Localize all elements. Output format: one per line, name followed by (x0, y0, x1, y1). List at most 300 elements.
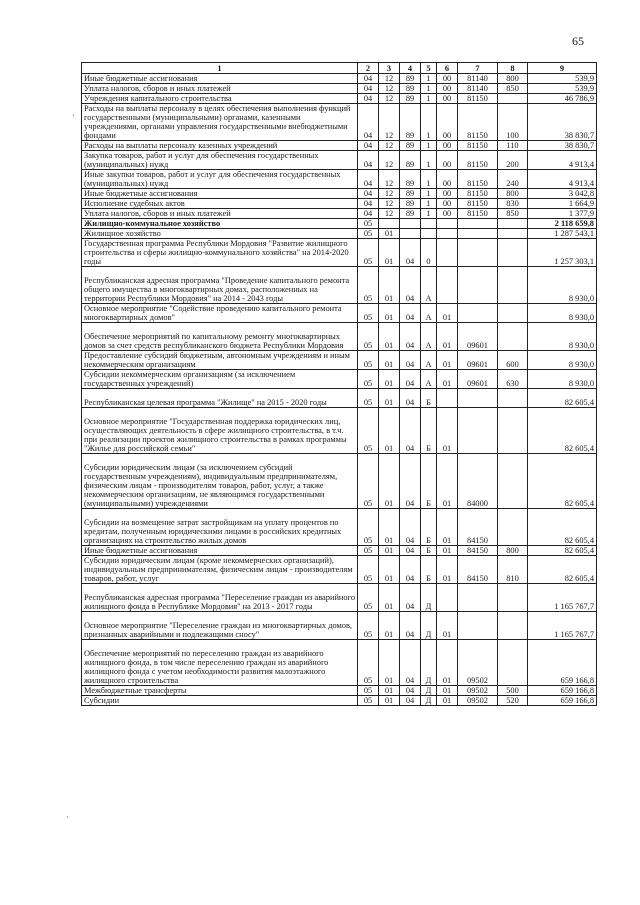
code-cell: 89 (400, 74, 421, 84)
code-cell (458, 408, 498, 454)
code-cell: 01 (379, 556, 400, 584)
code-cell: 05 (358, 408, 379, 454)
code-cell: Д (421, 612, 437, 640)
code-cell: 01 (379, 408, 400, 454)
code-cell: 01 (437, 351, 458, 370)
code-cell (498, 389, 528, 408)
code-cell: 05 (358, 351, 379, 370)
column-header: 9 (528, 63, 597, 74)
column-header: 1 (82, 63, 358, 74)
code-cell: 1 (421, 94, 437, 104)
code-cell: 12 (379, 209, 400, 219)
code-cell (458, 389, 498, 408)
table-row (82, 170, 597, 189)
code-cell: 12 (379, 170, 400, 189)
page-number: 65 (572, 34, 584, 48)
code-cell: 04 (400, 454, 421, 509)
code-cell (421, 219, 437, 229)
code-cell: А (421, 351, 437, 370)
code-cell: 01 (379, 229, 400, 239)
code-cell: 05 (358, 612, 379, 640)
code-cell: Д (421, 696, 437, 706)
code-cell (458, 267, 498, 304)
code-cell: 05 (358, 509, 379, 546)
amount-cell: 8 930,0 (528, 267, 597, 304)
code-cell: 89 (400, 151, 421, 170)
row-name: Исполнение судебных актов (82, 199, 358, 209)
code-cell: 850 (498, 209, 528, 219)
column-header: 7 (458, 63, 498, 74)
code-cell: 0 (421, 239, 437, 267)
row-name: Обеспечение мероприятий по капитальному ремонту многоквартирных домов за счет средств республиканского бюджета Республики Мордовия (82, 323, 358, 351)
code-cell: А (421, 370, 437, 389)
code-cell: 1 (421, 189, 437, 199)
row-name: Государственная программа Республики Мордовия "Развитие жилищного строительства и сферы жилищно-коммунального хозяйства" на 2014-2020 годы (82, 239, 358, 267)
code-cell: 630 (498, 370, 528, 389)
amount-cell: 1 664,9 (528, 199, 597, 209)
amount-cell: 3 042,8 (528, 189, 597, 199)
amount-cell: 659 166,8 (528, 686, 597, 696)
code-cell (458, 239, 498, 267)
code-cell: 00 (437, 84, 458, 94)
code-cell (498, 640, 528, 686)
code-cell: 09601 (458, 351, 498, 370)
column-header: 5 (421, 63, 437, 74)
amount-cell: 46 786,9 (528, 94, 597, 104)
code-cell: 05 (358, 267, 379, 304)
code-cell: 12 (379, 74, 400, 84)
table-row (82, 209, 597, 219)
table-row (82, 696, 597, 706)
amount-cell: 1 257 303,1 (528, 239, 597, 267)
amount-cell: 659 166,8 (528, 696, 597, 706)
amount-cell: 8 930,0 (528, 323, 597, 351)
code-cell: Б (421, 454, 437, 509)
amount-cell: 1 377,9 (528, 209, 597, 219)
amount-cell: 2 118 659,8 (528, 219, 597, 229)
table-row (82, 408, 597, 454)
code-cell: 01 (379, 304, 400, 323)
code-cell: 04 (400, 351, 421, 370)
code-cell (421, 229, 437, 239)
code-cell (458, 229, 498, 239)
code-cell: 01 (379, 323, 400, 351)
row-name: Расходы на выплаты персоналу казенных учреждений (82, 141, 358, 151)
code-cell: 01 (379, 370, 400, 389)
code-cell (458, 584, 498, 612)
table-row (82, 239, 597, 267)
code-cell: 01 (437, 370, 458, 389)
code-cell: 05 (358, 686, 379, 696)
code-cell: 04 (400, 509, 421, 546)
code-cell: 05 (358, 696, 379, 706)
code-cell: 09502 (458, 686, 498, 696)
code-cell: 00 (437, 151, 458, 170)
row-name: Субсидии некоммерческим организациям (за исключением государственных учреждений) (82, 370, 358, 389)
code-cell: 04 (400, 696, 421, 706)
code-cell: 800 (498, 74, 528, 84)
table-row (82, 267, 597, 304)
code-cell: 500 (498, 686, 528, 696)
code-cell: 04 (400, 584, 421, 612)
code-cell: Б (421, 408, 437, 454)
row-name: Субсидии на возмещение затрат застройщикам на уплату процентов по кредитам, полученным юридическими лицами в российских кредитных организациях на строительство жилых домов (82, 509, 358, 546)
amount-cell: 4 913,4 (528, 170, 597, 189)
code-cell: 1 (421, 141, 437, 151)
code-cell: 04 (400, 323, 421, 351)
amount-cell: 82 605,4 (528, 389, 597, 408)
code-cell: 00 (437, 94, 458, 104)
code-cell (498, 304, 528, 323)
code-cell: 09502 (458, 640, 498, 686)
code-cell: 84150 (458, 556, 498, 584)
column-header: 3 (379, 63, 400, 74)
code-cell: 01 (379, 696, 400, 706)
row-name: Уплата налогов, сборов и иных платежей (82, 209, 358, 219)
code-cell: 00 (437, 74, 458, 84)
row-name: Иные бюджетные ассигнования (82, 74, 358, 84)
code-cell (437, 229, 458, 239)
table-row (82, 556, 597, 584)
code-cell: 800 (498, 189, 528, 199)
code-cell: 01 (437, 304, 458, 323)
code-cell: 00 (437, 199, 458, 209)
column-header: 8 (498, 63, 528, 74)
code-cell (498, 219, 528, 229)
row-name: Основное мероприятие "Государственная поддержка юридических лиц, осуществляющих деятельность в сфере жилищного строительства, в т.ч. при реализации проектов жилищного строительства в рамках программы "Жилье для российской семьи" (82, 408, 358, 454)
table-row (82, 546, 597, 556)
budget-table (81, 62, 597, 706)
code-cell: 1 (421, 209, 437, 219)
code-cell: 04 (358, 74, 379, 84)
code-cell: 04 (400, 686, 421, 696)
code-cell (437, 389, 458, 408)
table-row (82, 640, 597, 686)
code-cell (400, 229, 421, 239)
amount-cell: 82 605,4 (528, 454, 597, 509)
amount-cell: 1 165 767,7 (528, 584, 597, 612)
code-cell (437, 219, 458, 229)
code-cell: 81150 (458, 151, 498, 170)
code-cell: А (421, 267, 437, 304)
code-cell: 04 (400, 640, 421, 686)
code-cell: 520 (498, 696, 528, 706)
amount-cell: 659 166,8 (528, 640, 597, 686)
code-cell: 01 (437, 696, 458, 706)
code-cell: 04 (400, 267, 421, 304)
amount-cell: 38 830,7 (528, 104, 597, 141)
code-cell (498, 239, 528, 267)
code-cell: Б (421, 509, 437, 546)
code-cell: 89 (400, 141, 421, 151)
code-cell: 81150 (458, 141, 498, 151)
row-name: Иные бюджетные ассигнования (82, 189, 358, 199)
code-cell: 12 (379, 189, 400, 199)
row-name: Жилищно-коммунальное хозяйство (82, 219, 358, 229)
code-cell: 1 (421, 74, 437, 84)
code-cell (400, 219, 421, 229)
code-cell: 1 (421, 104, 437, 141)
code-cell (498, 612, 528, 640)
code-cell: 89 (400, 189, 421, 199)
code-cell: 01 (437, 556, 458, 584)
row-name: Субсидии (82, 696, 358, 706)
table-row (82, 74, 597, 84)
code-cell: 81150 (458, 209, 498, 219)
code-cell: 81150 (458, 104, 498, 141)
code-cell: 800 (498, 546, 528, 556)
code-cell: 01 (437, 546, 458, 556)
column-header: 6 (437, 63, 458, 74)
code-cell: 01 (379, 267, 400, 304)
amount-cell: 539,9 (528, 84, 597, 94)
row-name: Иные бюджетные ассигнования (82, 546, 358, 556)
code-cell: 04 (358, 199, 379, 209)
code-cell: 00 (437, 170, 458, 189)
code-cell: 12 (379, 104, 400, 141)
table-row (82, 584, 597, 612)
code-cell: 01 (437, 408, 458, 454)
code-cell (437, 584, 458, 612)
row-name: Уплата налогов, сборов и иных платежей (82, 84, 358, 94)
code-cell: 240 (498, 170, 528, 189)
code-cell: 01 (379, 351, 400, 370)
amount-cell: 38 830,7 (528, 141, 597, 151)
table-row (82, 351, 597, 370)
code-cell (458, 219, 498, 229)
table-row (82, 454, 597, 509)
code-cell (498, 584, 528, 612)
code-cell: Д (421, 686, 437, 696)
code-cell: 00 (437, 104, 458, 141)
code-cell: 01 (379, 509, 400, 546)
code-cell: 84150 (458, 509, 498, 546)
code-cell: 81150 (458, 189, 498, 199)
code-cell: 850 (498, 84, 528, 94)
code-cell: 05 (358, 229, 379, 239)
row-name: Предоставление субсидий бюджетным, автономным учреждениям и иным некоммерческим организациям (82, 351, 358, 370)
row-name: Субсидии юридическим лицам (за исключением субсидий государственным учреждениям), индивидуальным предпринимателям, физическим лицам - производителям товаров, работ, услуг, а также некоммерческим организациям, не являющимся государственными (муниципальными) учреждениями (82, 454, 358, 509)
amount-cell: 4 913,4 (528, 151, 597, 170)
code-cell: 1 (421, 170, 437, 189)
code-cell: 01 (379, 584, 400, 612)
code-cell: 81150 (458, 170, 498, 189)
table-row (82, 304, 597, 323)
code-cell: 12 (379, 141, 400, 151)
code-cell: 04 (358, 151, 379, 170)
code-cell: Б (421, 389, 437, 408)
code-cell: 89 (400, 94, 421, 104)
code-cell: 09502 (458, 696, 498, 706)
code-cell: 04 (400, 239, 421, 267)
row-name: Основное мероприятие "Содействие проведению капитального ремонта многоквартирных домов" (82, 304, 358, 323)
code-cell: 00 (437, 209, 458, 219)
code-cell: 05 (358, 556, 379, 584)
amount-cell: 8 930,0 (528, 370, 597, 389)
row-name: Межбюджетные трансферты (82, 686, 358, 696)
code-cell: 01 (379, 389, 400, 408)
code-cell: 05 (358, 584, 379, 612)
code-cell: 04 (400, 389, 421, 408)
row-name: Республиканская адресная программа "Проведение капитального ремонта общего имущества в многоквартирных домах, расположенных на территории Республики Мордовия" на 2014 - 2043 годы (82, 267, 358, 304)
code-cell: 89 (400, 104, 421, 141)
margin-mark: · (66, 812, 69, 822)
column-header: 4 (400, 63, 421, 74)
row-name: Расходы на выплаты персоналу в целях обеспечения выполнения функций государственными (муниципальными) органами, казенными учреждениями, органами управления государственными внебюджетными фондами (82, 104, 358, 141)
code-cell: 09601 (458, 370, 498, 389)
table-row (82, 84, 597, 94)
amount-cell: 539,9 (528, 74, 597, 84)
code-cell (498, 408, 528, 454)
table-row (82, 323, 597, 351)
code-cell: 01 (379, 612, 400, 640)
code-cell: 04 (358, 94, 379, 104)
code-cell: 05 (358, 239, 379, 267)
code-cell: 04 (400, 612, 421, 640)
code-cell: 00 (437, 189, 458, 199)
column-header: 2 (358, 63, 379, 74)
code-cell: А (421, 323, 437, 351)
code-cell: 830 (498, 199, 528, 209)
code-cell: 04 (400, 556, 421, 584)
code-cell: 89 (400, 209, 421, 219)
table-row (82, 509, 597, 546)
row-name: Субсидии юридическим лицам (кроме некоммерческих организаций), индивидуальным предпринимателям, физическим лицам - производителям товаров, работ, услуг (82, 556, 358, 584)
row-name: Жилищное хозяйство (82, 229, 358, 239)
table-row (82, 370, 597, 389)
row-name: Учреждения капитального строительства (82, 94, 358, 104)
code-cell (498, 94, 528, 104)
table-row (82, 219, 597, 229)
code-cell: 1 (421, 199, 437, 209)
code-cell: 00 (437, 141, 458, 151)
table-row (82, 229, 597, 239)
code-cell: 100 (498, 104, 528, 141)
code-cell (458, 612, 498, 640)
code-cell (458, 304, 498, 323)
code-cell: 04 (358, 209, 379, 219)
code-cell: 12 (379, 151, 400, 170)
code-cell: 01 (379, 546, 400, 556)
amount-cell: 1 165 767,7 (528, 612, 597, 640)
table-row (82, 612, 597, 640)
code-cell: 12 (379, 199, 400, 209)
row-name: Основное мероприятие "Переселение граждан из многоквартирных домов, признанных аварийными и подлежащими сносу" (82, 612, 358, 640)
code-cell: 81140 (458, 74, 498, 84)
code-cell (437, 239, 458, 267)
code-cell: А (421, 304, 437, 323)
code-cell: 01 (437, 509, 458, 546)
margin-mark: · (72, 110, 75, 120)
code-cell: Д (421, 584, 437, 612)
row-name: Республиканская адресная программа "Переселение граждан из аварийного жилищного фонда в Республике Мордовия" на 2013 - 2017 годы (82, 584, 358, 612)
code-cell: 01 (379, 640, 400, 686)
code-cell: 1 (421, 151, 437, 170)
table-row (82, 686, 597, 696)
code-cell: 04 (358, 141, 379, 151)
table-row (82, 104, 597, 141)
code-cell: 05 (358, 323, 379, 351)
code-cell: 81150 (458, 94, 498, 104)
code-cell: 1 (421, 84, 437, 94)
code-cell: 04 (358, 189, 379, 199)
row-name: Иные закупки товаров, работ и услуг для обеспечения государственных (муниципальных) нужд (82, 170, 358, 189)
code-cell: Б (421, 556, 437, 584)
code-cell: 04 (400, 546, 421, 556)
code-cell: Д (421, 640, 437, 686)
table-row (82, 94, 597, 104)
code-cell: 05 (358, 640, 379, 686)
table-row (82, 199, 597, 209)
code-cell: 05 (358, 219, 379, 229)
amount-cell: 82 605,4 (528, 556, 597, 584)
code-cell: 12 (379, 94, 400, 104)
code-cell: 84000 (458, 454, 498, 509)
code-cell (437, 267, 458, 304)
code-cell: 01 (379, 454, 400, 509)
code-cell: 89 (400, 199, 421, 209)
code-cell: 01 (437, 686, 458, 696)
code-cell: 01 (379, 239, 400, 267)
code-cell: 09601 (458, 323, 498, 351)
code-cell: 810 (498, 556, 528, 584)
amount-cell: 8 930,0 (528, 351, 597, 370)
code-cell: 01 (437, 454, 458, 509)
table-row (82, 389, 597, 408)
amount-cell: 1 287 543,1 (528, 229, 597, 239)
code-cell: 01 (437, 323, 458, 351)
amount-cell: 82 605,4 (528, 509, 597, 546)
code-cell: 05 (358, 454, 379, 509)
code-cell: 110 (498, 141, 528, 151)
code-cell (498, 229, 528, 239)
code-cell: 12 (379, 84, 400, 94)
code-cell: 05 (358, 546, 379, 556)
code-cell (498, 454, 528, 509)
code-cell: 84150 (458, 546, 498, 556)
code-cell: 04 (400, 370, 421, 389)
amount-cell: 82 605,4 (528, 408, 597, 454)
code-cell (379, 219, 400, 229)
code-cell: 81140 (458, 84, 498, 94)
row-name: Закупка товаров, работ и услуг для обеспечения государственных (муниципальных) нужд (82, 151, 358, 170)
code-cell: 05 (358, 370, 379, 389)
code-cell: 04 (400, 304, 421, 323)
code-cell: 89 (400, 170, 421, 189)
code-cell: 04 (358, 84, 379, 94)
row-name: Обеспечение мероприятий по переселению граждан из аварийного жилищного фонда, в том числе переселению граждан из аварийного жилищного фонда с учетом необходимости развития малоэтажного жилищного строительства (82, 640, 358, 686)
amount-cell: 8 930,0 (528, 304, 597, 323)
code-cell (498, 509, 528, 546)
code-cell: 81150 (458, 199, 498, 209)
code-cell: 01 (437, 612, 458, 640)
code-cell (498, 323, 528, 351)
code-cell: 04 (400, 408, 421, 454)
code-cell: 04 (358, 104, 379, 141)
code-cell: 01 (379, 686, 400, 696)
code-cell: 200 (498, 151, 528, 170)
table-header-row (82, 63, 597, 74)
code-cell: 05 (358, 304, 379, 323)
code-cell: Б (421, 546, 437, 556)
table-row (82, 151, 597, 170)
code-cell: 04 (358, 170, 379, 189)
amount-cell: 82 605,4 (528, 546, 597, 556)
code-cell: 01 (437, 640, 458, 686)
code-cell: 600 (498, 351, 528, 370)
code-cell: 89 (400, 84, 421, 94)
code-cell: 05 (358, 389, 379, 408)
